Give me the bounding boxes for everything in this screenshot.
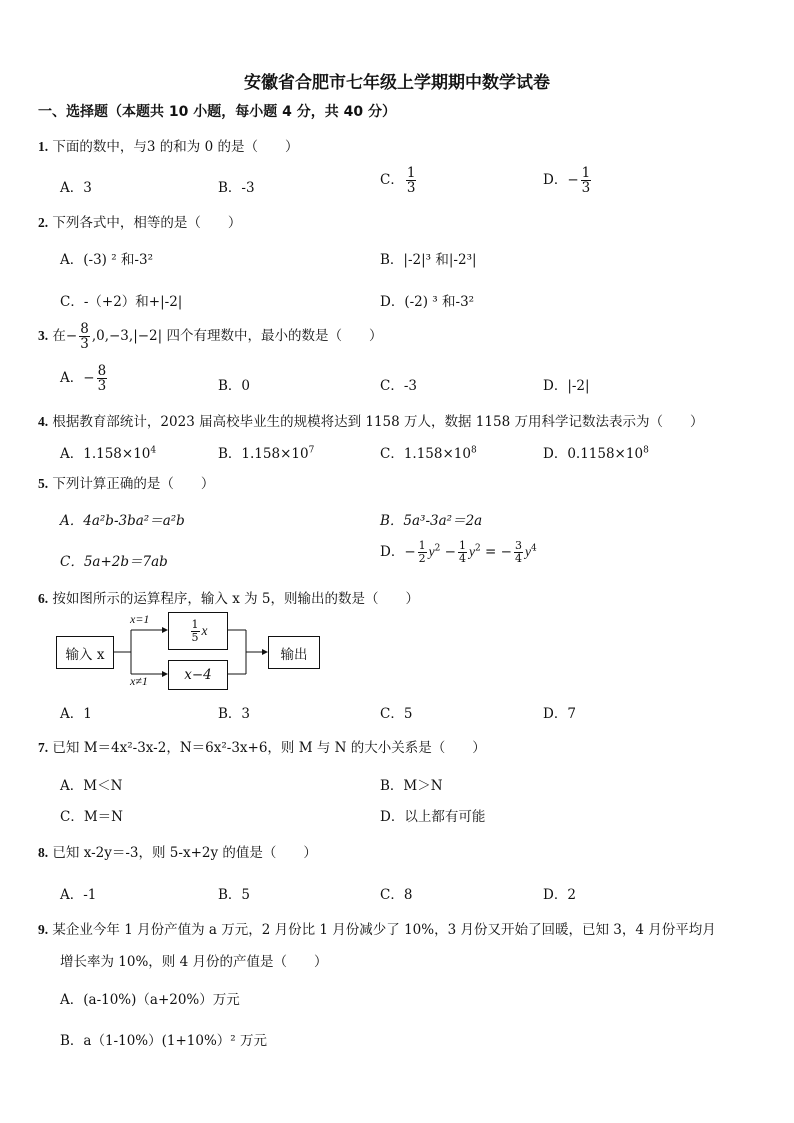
option-text: B．1.158×10 xyxy=(218,446,309,462)
fraction xyxy=(406,166,417,195)
q5-option-d: D．− $\frac{1}{2}$ $y^2$ − $\frac{1}{4}$ $y^2$ = − $\frac{3}{4}$ $y^4$ xyxy=(380,539,537,565)
question-4 xyxy=(38,410,703,430)
option-label: C． xyxy=(380,172,404,189)
question-number: 3. xyxy=(38,328,49,344)
fraction xyxy=(458,540,467,564)
question-stem: ,0,−3,|−2| 四个有理数中，最小的数是（ ） xyxy=(91,328,383,345)
fraction xyxy=(581,166,592,195)
q6-option-a: A．1 xyxy=(60,706,92,722)
question-number: 4. xyxy=(38,414,49,429)
q5-option-a: A．4a²b-3ba²＝a²b xyxy=(60,513,185,529)
minus-sign: − xyxy=(65,328,78,345)
q1-option-c xyxy=(380,166,418,195)
question-8 xyxy=(38,841,317,861)
q2-option-d: D．(-2) ³ 和-3² xyxy=(380,294,475,310)
question-7 xyxy=(38,736,486,756)
output-box: 输出 xyxy=(268,636,320,669)
fraction-numerator: 3 xyxy=(514,539,522,553)
question-number: 7. xyxy=(38,740,49,755)
q1-option-b: B．-3 xyxy=(218,180,255,196)
fraction-denominator: 3 xyxy=(97,378,107,395)
q1-option-a: A．3 xyxy=(60,180,92,196)
subtract-box: x−4 xyxy=(168,660,228,690)
question-stem-line2: 增长率为 10%，则 4 月份的产值是（ ） xyxy=(60,954,328,970)
q7-option-d: D．以上都有可能 xyxy=(380,809,486,825)
question-stem: 下列计算正确的是（ ） xyxy=(52,476,215,492)
q4-option-d xyxy=(543,442,649,462)
fraction-numerator: 8 xyxy=(80,321,89,337)
q8-option-d: D．2 xyxy=(543,887,576,903)
option-label: A． xyxy=(60,370,84,387)
fraction-numerator: 1 xyxy=(458,539,466,553)
flowchart xyxy=(56,612,326,692)
exponent: 8 xyxy=(643,445,649,456)
exponent: 7 xyxy=(308,445,315,456)
fraction-denominator: 4 xyxy=(458,552,466,565)
q3-option-d: D．|-2| xyxy=(543,378,590,394)
condition-bottom: x≠1 xyxy=(130,674,148,688)
fraction xyxy=(418,540,427,564)
q7-option-b: B．M＞N xyxy=(380,778,443,794)
q6-option-d: D．7 xyxy=(543,706,576,722)
exponent: 4 xyxy=(150,445,157,456)
exponent: 8 xyxy=(470,445,477,456)
q7-option-c: C．M＝N xyxy=(60,809,123,825)
question-9 xyxy=(38,918,716,938)
fraction-denominator: 3 xyxy=(406,180,416,197)
fraction-numerator: 1 xyxy=(406,165,416,181)
question-number: 2. xyxy=(38,215,49,230)
q5-option-b: B．5a³-3a²＝2a xyxy=(380,513,483,529)
condition-top: x=1 xyxy=(130,612,150,626)
question-number: 1. xyxy=(38,139,49,154)
question-stem: 下列各式中，相等的是（ ） xyxy=(52,215,242,231)
question-number: 9. xyxy=(38,922,49,937)
question-5 xyxy=(38,472,214,492)
q8-option-b: B．5 xyxy=(218,887,251,903)
option-text: A．1.158×10 xyxy=(60,446,151,462)
fraction xyxy=(79,322,90,351)
question-2 xyxy=(38,211,241,231)
fraction-denominator: 2 xyxy=(418,552,426,565)
variable: x xyxy=(201,623,208,638)
question-number: 5. xyxy=(38,476,49,491)
fraction-numerator: 1 xyxy=(581,165,591,181)
input-box: 输入 x xyxy=(56,636,114,669)
section-heading: 一、选择题（本题共 10 小题，每小题 4 分，共 40 分） xyxy=(38,104,396,120)
question-stem: 根据教育部统计，2023 届高校毕业生的规模将达到 1158 万人，数据 1158 万用科学记数法表示为（ ） xyxy=(52,414,704,430)
option-label: D． xyxy=(380,544,405,560)
fraction-denominator: 4 xyxy=(514,552,522,565)
q6-option-b: B．3 xyxy=(218,706,251,722)
fraction-denominator: 3 xyxy=(80,336,89,353)
fraction-numerator: 1 xyxy=(191,617,199,631)
q3-option-b: B．0 xyxy=(218,378,251,394)
fraction-numerator: 8 xyxy=(97,363,107,379)
option-label: D． xyxy=(543,172,568,189)
q3-option-a xyxy=(60,364,109,393)
question-3 xyxy=(38,322,382,351)
q4-option-a xyxy=(60,442,156,462)
minus-sign: − xyxy=(83,370,95,387)
fraction xyxy=(514,540,523,564)
fraction xyxy=(191,619,200,643)
option-text: D．0.1158×10 xyxy=(543,446,644,462)
question-6 xyxy=(38,587,419,607)
q4-option-c xyxy=(380,442,477,462)
minus-sign: − xyxy=(567,172,579,189)
page-title: 安徽省合肥市七年级上学期期中数学试卷 xyxy=(244,73,550,93)
q9-option-b: B．a（1-10%）(1+10%）² 万元 xyxy=(60,1033,268,1049)
question-number: 6. xyxy=(38,591,49,606)
question-stem: 已知 x-2y＝-3，则 5-x+2y 的值是（ ） xyxy=(52,845,317,861)
option-text: C．1.158×10 xyxy=(380,446,471,462)
question-stem: 下面的数中，与3 的和为 0 的是（ ） xyxy=(52,139,299,155)
fraction-numerator: 1 xyxy=(418,539,426,553)
q9-option-a: A．(a-10%)（a+20%）万元 xyxy=(60,992,240,1008)
q2-option-c: C．-（+2）和+|-2| xyxy=(60,294,183,310)
q3-option-c: C．-3 xyxy=(380,378,417,394)
question-stem: 已知 M＝4x²-3x-2，N＝6x²-3x+6，则 M 与 N 的大小关系是（ ） xyxy=(52,740,486,756)
q2-option-b: B．|-2|³ 和|-2³| xyxy=(380,252,477,268)
q8-option-c: C．8 xyxy=(380,887,413,903)
fraction-denominator: 3 xyxy=(581,180,591,197)
q5-option-c: C．5a+2b＝7ab xyxy=(60,554,168,570)
multiply-box xyxy=(168,612,228,650)
fraction xyxy=(97,364,108,393)
question-number: 8. xyxy=(38,845,49,860)
stem-prefix: 在 xyxy=(52,328,66,345)
question-stem-line1: 某企业今年 1 月份产值为 a 万元，2 月份比 1 月份减少了 10%，3 月份又开始了回暖，已知 3，4 月份平均月 xyxy=(52,922,716,938)
question-stem: 按如图所示的运算程序，输入 x 为 5，则输出的数是（ ） xyxy=(52,591,419,607)
q2-option-a: A．(-3) ² 和-3² xyxy=(60,252,153,268)
q8-option-a: A．-1 xyxy=(60,887,97,903)
q1-option-d xyxy=(543,166,593,195)
question-1 xyxy=(38,135,298,155)
q6-option-c: C．5 xyxy=(380,706,413,722)
q4-option-b xyxy=(218,442,314,462)
q7-option-a: A．M＜N xyxy=(60,778,123,794)
fraction-denominator: 5 xyxy=(191,630,199,644)
